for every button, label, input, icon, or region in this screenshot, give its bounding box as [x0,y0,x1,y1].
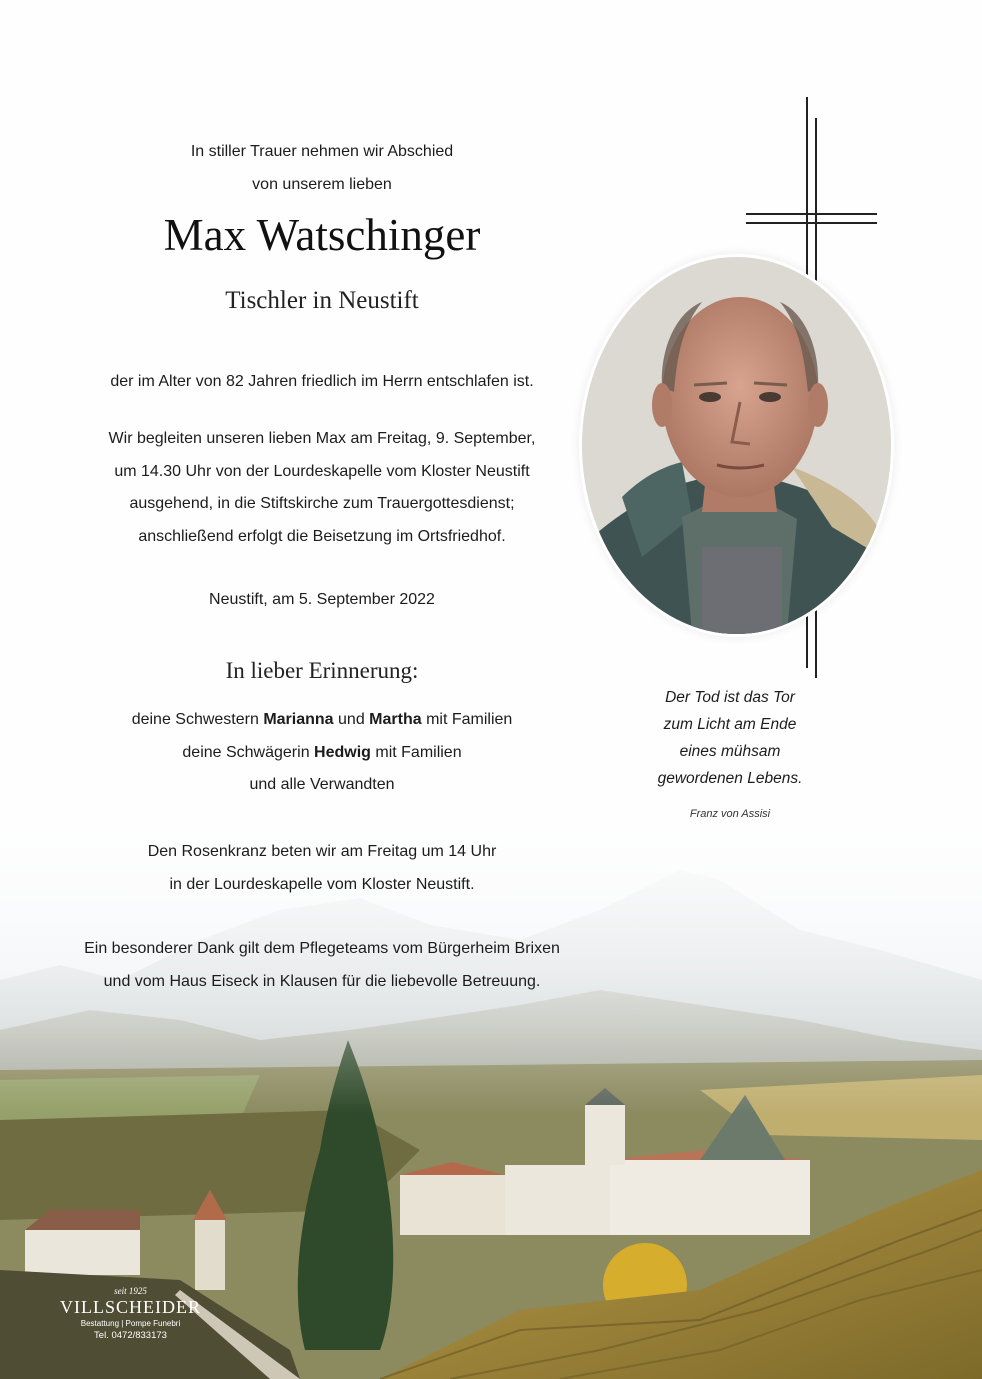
relatives-text: mit Familien [370,743,462,761]
portrait-frame [579,254,894,637]
relatives-line-3: und alle Verwandten [249,776,395,793]
relatives-text: deine Schwestern [131,711,264,728]
relative-name: Martha [369,711,422,728]
relatives-line-1 [60,704,584,737]
relatives-line-2 [60,737,584,770]
intro-text [130,136,514,201]
quote [630,684,830,792]
funeral-line: ausgehend, in die Stiftskirche zum Trauergottesdienst; [129,495,515,512]
quote-line: eines mühsam [679,743,781,760]
thanks-text [40,933,604,998]
portrait-photo [582,257,891,634]
funeral-line: anschließend erfolgt die Beisetzung im Ortsfriedhof. [138,527,506,545]
logo-since: seit 1925 [114,1286,147,1296]
quote-author: Franz von Assisi [689,808,771,820]
age-statement: der im Alter von 82 Jahren friedlich im Herrn entschlafen ist. [110,373,534,390]
logo-phone: Tel. 0472/833173 [94,1330,167,1341]
funeral-home-logo [58,1286,203,1348]
cross-horizontal-bar [746,213,877,215]
quote-line: Der Tod ist das Tor [665,689,795,706]
portrait-illustration [582,257,891,634]
memory-title: In lieber Erinnerung: [225,658,419,683]
funeral-line: um 14.30 Uhr von der Lourdeskapelle vom Kloster Neustift [114,462,530,480]
relatives-text: und [333,711,370,728]
rosary-line: Den Rosenkranz beten wir am Freitag um 14 Uhr [147,843,497,860]
intro-line-2: von unserem lieben [252,175,392,193]
relatives-text: mit Familien [421,711,513,728]
funeral-line: Wir begleiten unseren lieben Max am Freitag, 9. September, [108,430,536,447]
deceased-name: Max Watschinger [163,210,481,260]
intro-line-1: In stiller Trauer nehmen wir Abschied [190,143,454,160]
deceased-occupation: Tischler in Neustift [225,287,419,314]
funeral-details [60,423,584,553]
logo-subtitle: Bestattung | Pompe Funebri [80,1319,181,1328]
relative-name: Hedwig [314,743,371,761]
logo-brand: VILLSCHEIDER [60,1297,201,1317]
place-date: Neustift, am 5. September 2022 [209,591,435,608]
thanks-line: Ein besonderer Dank gilt dem Pflegeteams vom Bürgerheim Brixen [84,940,560,957]
rosary-line: in der Lourdeskapelle vom Kloster Neustift. [169,875,475,893]
rosary-info [60,836,584,901]
thanks-line: und vom Haus Eiseck in Klausen für die liebevolle Betreuung. [103,972,541,990]
quote-line: zum Licht am Ende [663,716,797,733]
relatives-text: deine Schwägerin [182,743,315,761]
relatives-list [60,704,584,802]
relative-name: Marianna [263,711,334,728]
quote-line: gewordenen Lebens. [657,770,803,787]
cross-horizontal-bar [746,222,877,224]
